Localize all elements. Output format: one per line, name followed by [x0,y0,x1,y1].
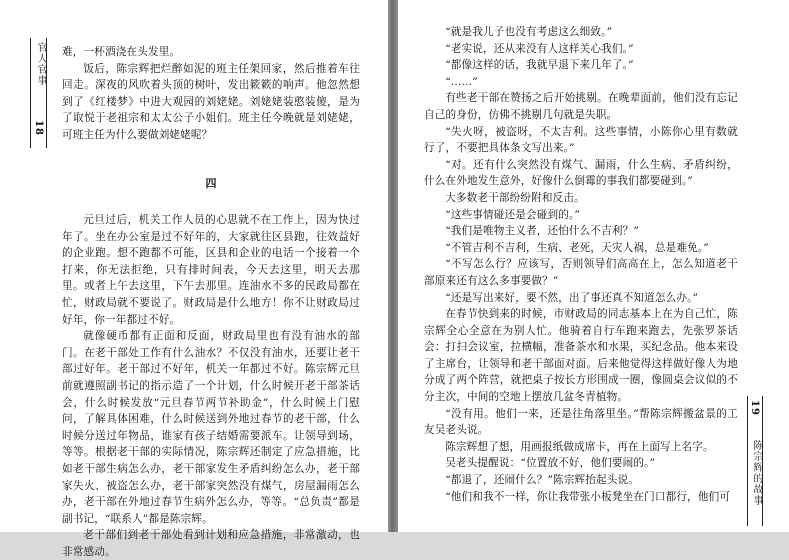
running-head-rule [30,38,31,148]
paragraph: 在春节快到来的时候，市财政局的同志基本上在为自己忙，陈宗辉全心全意在为别人忙。他骑着自行车跑来跑去，先张罗茶话会：打扫会议室，拉横幅，准备茶水和水果，买纪念品。他本来设了主席台，让领导和老干部面对面。后来他觉得这样做好像人为地分成了两个阵营，就把桌子按长方形围成一圈，像圆桌会议似的不分主次，中间的空地上摆放几盆冬青植物。 [424,308,738,404]
right-page [398,0,789,532]
running-head-rule [747,396,748,526]
paragraph: “对。还有什么突然没有煤气、漏雨，什么生病、矛盾纠纷，什么在外地发生意外，好像什么倒霉的事我们都要碰到。” [424,158,738,188]
running-head: 官人官事 [35,42,46,86]
page-number: 19 [749,400,760,416]
paragraph: 有些老干部在赞扬之后开始挑剔。在晚辈面前，他们没有忘记自己的身份，仿佛不挑剔几句就是失职。 [424,92,738,121]
paragraph: 就像硬币都有正面和反面，财政局里也有没有油水的部门。在老干部处工作有什么油水？不仅没有油水，还要让老干部过好年。老干部过不好年，机关一年都过不好。陈宗辉元旦前就遵照副书记的指示造了一个计划，什么时候开老干部茶话会，什么时候发放“元旦春节两节补助金”，什么时候上门慰问，了解具体困难，什么时候送到外地过春节的老干部，什么时候分送过年物品，谁家有孩子结婚需要派车。让领导到场，等等。根据老干部的实际情况，陈宗辉还制定了应急措施，比如老干部生病怎么办，老干部家发生矛盾纠纷怎么办，老干部家失火、被盗怎么办，老干部家突然没有煤气，房屋漏雨怎么办，老干部在外地过春节生病外怎么办，等等。“总负责”都是副书记，“联系人”都是陈宗辉。 [62,330,360,525]
body-text [424,24,738,505]
running-head: 陈宗辉的故事 [751,440,762,506]
paragraph: “不管吉利不吉利，生病、老死，天灾人祸，总是难免。” [445,241,709,254]
left-page [0,0,388,558]
paragraph: 陈宗辉想了想，用画报纸做成席卡，再在上面写上名字。 [445,440,714,453]
paragraph: 元旦过后，机关工作人员的心思就不在工作上，因为快过年了。坐在办公室是过不好年的，大家就往区县跑，往效益好的企业跑。想不跑都不可能，区县和企业的电话一个接着一个打来，你无法拒绝，只有排时间表，今天去这里，明天去那里。或者上午去这里，下午去那里。连油水不多的民政局都在忙，财政局就不要说了。财政局是什么地方！你不让财政局过好年，你一年都过不好。 [62,214,360,326]
paragraph: “老实说，还从来没有人这样关心我们。” [445,42,634,55]
paragraph: 老干部们到老干部处看到计划和应急措施，非常激动，也非常感动。 [62,529,360,558]
paragraph: “没有用。他们一来，还是往角落里坐。”帮陈宗辉搬盆景的工友吴老头说。 [424,407,738,437]
paragraph: “我们是唯物主义者，还怕什么不吉利？” [445,225,639,238]
paragraph: “……” [445,75,478,88]
page-number: 18 [33,120,44,136]
paragraph: 吴老头提醒说：“位置放不好，他们要闹的。” [445,457,656,470]
body-text-bottom [62,212,360,560]
paragraph: “都退了，还闹什么？”陈宗辉抬起头说。 [445,474,639,487]
paragraph: 大多数老干部纷纷附和反击。 [445,191,585,204]
paragraph: “还是写出来好，要不然，出了事还真不知道怎么办。” [445,291,699,304]
paragraph: “都像这样的话，我就早退下来几年了。” [445,59,634,72]
paragraph: “他们和我不一样，你让我带张小板凳坐在门口都行，他们可 [445,490,731,503]
paragraph: “就是我儿子也没有考虑这么细致。” [445,26,613,38]
paragraph: “失火呀，被盗呀，不太吉利。这些事情，小陈你心里有数就行了，不要把具体条文写出来。” [424,125,738,155]
paragraph: 饭后，陈宗辉把烂醉如泥的班主任架回家，然后推着车往回走。深夜的风吹着头顶的树叶，发出簌簌的响声。他忽然想到了《红楼梦》中进大观园的刘姥姥。刘姥姥装憨装傻，是为了取悦于老祖宗和太太公子小姐们。班主任今晚就是刘姥姥，可班主任为什么要做刘姥姥呢？ [62,62,360,141]
body-text-top [62,44,360,144]
paragraph: “这些事情碰还是会碰到的。” [445,208,580,221]
section-heading: 四 [205,177,217,190]
book-gutter [388,0,398,532]
paragraph: 难，一杯酒浇在头发里。 [62,46,181,58]
paragraph: “不写怎么行？应该写，否则领导们高高在上，怎么知道老干部原来还有这么多事要做？” [424,258,738,287]
